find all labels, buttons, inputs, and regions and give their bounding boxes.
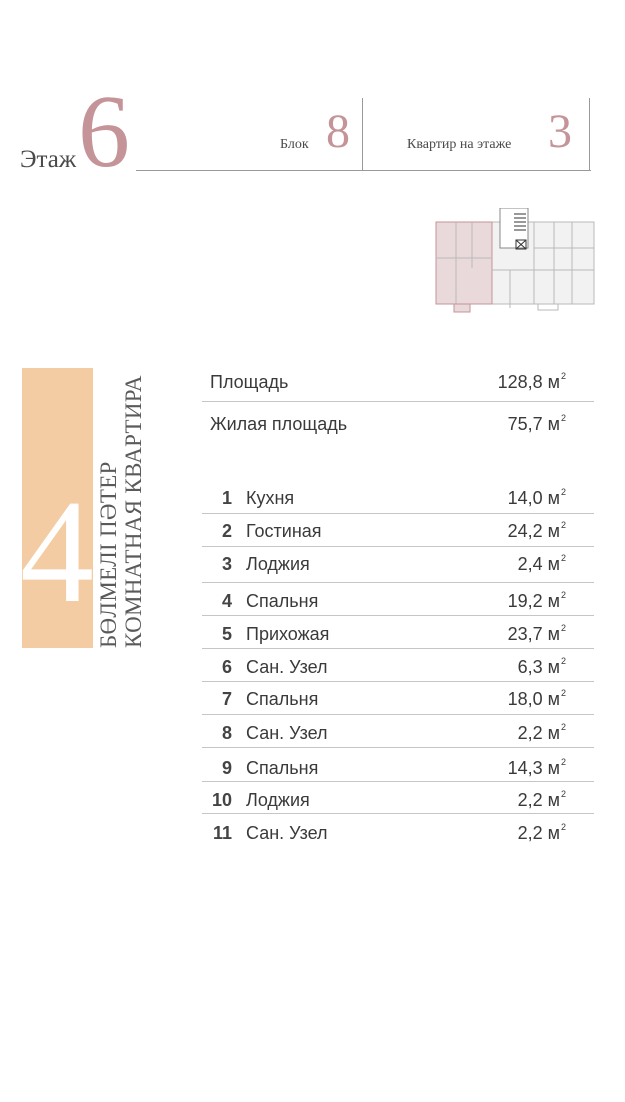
- room-row: [202, 717, 594, 749]
- living-area-label: Жилая площадь: [210, 414, 348, 434]
- room-area: 2,2 $м^2$: [517, 722, 566, 743]
- room-name: Лоджия: [246, 554, 310, 574]
- room-area: 14,0 $м^2$: [507, 487, 566, 508]
- apartments-number: 3: [548, 105, 572, 158]
- room-number: 9: [221, 758, 232, 778]
- room-number: 3: [221, 554, 232, 574]
- room-count-number: 4: [20, 470, 94, 634]
- room-name: Прихожая: [246, 624, 330, 644]
- room-divider: [202, 513, 594, 514]
- living-area-row: [202, 410, 594, 440]
- room-row: [202, 482, 594, 514]
- room-divider: [202, 813, 594, 814]
- room-name: Сан. Узел: [246, 723, 328, 743]
- room-number: 8: [221, 723, 232, 743]
- block-number: 8: [326, 105, 350, 158]
- total-area-value: 128,8 $м^2$: [497, 371, 566, 392]
- room-name: Гостиная: [246, 521, 322, 541]
- room-area: 14,3 $м^2$: [507, 757, 566, 778]
- room-name: Спальня: [246, 758, 319, 778]
- floor-number: 6: [78, 74, 130, 189]
- block-label: Блок: [280, 137, 309, 152]
- summary-divider: [202, 401, 594, 402]
- room-name: Сан. Узел: [246, 823, 328, 843]
- apartments-label: Квартир на этаже: [407, 137, 512, 152]
- room-name: Сан. Узел: [246, 657, 328, 677]
- room-row: [202, 752, 594, 784]
- room-divider: [202, 714, 594, 715]
- apartment-type-ru: КОМНАТНАЯ КВАРТИРА: [121, 375, 146, 648]
- room-divider: [202, 681, 594, 682]
- room-number: 7: [221, 689, 232, 709]
- room-row: [202, 817, 594, 849]
- room-row: [202, 651, 594, 683]
- room-area: 2,2 $м^2$: [517, 822, 566, 843]
- floor-label: Этаж: [20, 146, 77, 173]
- room-number: 11: [212, 823, 232, 843]
- room-row: [202, 683, 594, 715]
- room-divider: [202, 747, 594, 748]
- room-area: 6,3 $м^2$: [517, 656, 566, 677]
- room-area: 2,2 $м^2$: [517, 789, 566, 810]
- room-name: Кухня: [246, 488, 295, 508]
- header-separator-2: [589, 98, 590, 171]
- room-row: [202, 585, 594, 617]
- room-name: Спальня: [246, 689, 319, 709]
- header-divider: [136, 170, 591, 171]
- total-area-row: [202, 368, 594, 398]
- floor-plan-thumbnail: [434, 208, 596, 318]
- room-number: 1: [221, 488, 232, 508]
- room-area: 19,2 $м^2$: [507, 590, 566, 611]
- floor-header: [0, 0, 625, 200]
- room-name: Спальня: [246, 591, 319, 611]
- room-row: [202, 618, 594, 650]
- room-row: [202, 784, 594, 816]
- room-number: 5: [221, 624, 232, 644]
- living-area-value: 75,7 $м^2$: [507, 413, 566, 434]
- room-name: Лоджия: [246, 790, 310, 810]
- total-area-label: Площадь: [210, 372, 289, 392]
- apartment-type-caption: [96, 375, 146, 648]
- room-number: 10: [211, 790, 232, 810]
- room-number: 4: [221, 591, 232, 611]
- room-row: [202, 515, 594, 547]
- room-area: 18,0 $м^2$: [507, 688, 566, 709]
- room-area: 24,2 $м^2$: [507, 520, 566, 541]
- room-divider: [202, 546, 594, 547]
- room-divider: [202, 615, 594, 616]
- room-divider: [202, 781, 594, 782]
- apartment-type-kz: БӨЛМЕЛІ ПӘТЕР: [96, 461, 121, 648]
- room-row: [202, 548, 594, 580]
- room-number: 2: [221, 521, 232, 541]
- room-divider: [202, 648, 594, 649]
- room-area: 2,4 $м^2$: [517, 553, 566, 574]
- room-area: 23,7 $м^2$: [507, 623, 566, 644]
- header-separator-1: [362, 98, 363, 171]
- room-number: 6: [221, 657, 232, 677]
- room-divider: [202, 582, 594, 583]
